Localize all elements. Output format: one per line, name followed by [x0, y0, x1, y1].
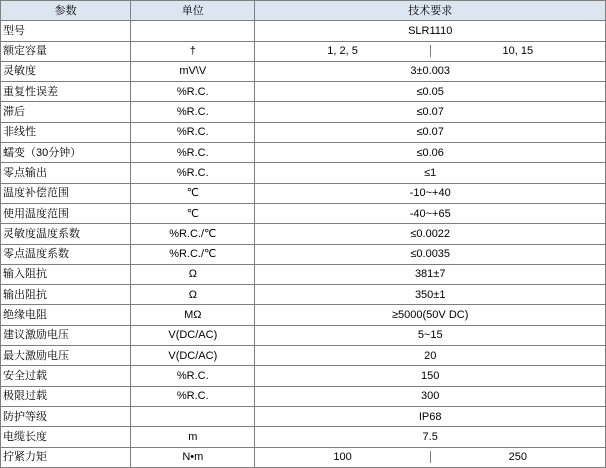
- cell-requirement-part: 100: [255, 451, 430, 463]
- cell-unit: MΩ: [131, 305, 255, 325]
- cell-requirement: 3±0.003: [255, 61, 606, 81]
- cell-parameter: 重复性误差: [1, 82, 131, 102]
- cell-requirement: 350±1: [255, 285, 606, 305]
- table-row: [1, 447, 606, 467]
- cell-requirement-part: 250: [508, 451, 528, 464]
- cell-unit: Ω: [131, 264, 255, 284]
- table-row: [1, 82, 606, 102]
- cell-requirement: ≤0.0035: [255, 244, 606, 264]
- cell-requirement: ≤0.06: [255, 143, 606, 163]
- column-header-parameter: 参数: [1, 1, 131, 21]
- cell-requirement: ≤0.07: [255, 122, 606, 142]
- cell-parameter: 滞后: [1, 102, 131, 122]
- cell-unit: m: [131, 427, 255, 447]
- cell-unit: [131, 21, 255, 41]
- table-row: [1, 203, 606, 223]
- cell-unit: ℃: [131, 183, 255, 203]
- column-header-requirement: 技术要求: [255, 1, 606, 21]
- cell-requirement-part: 10, 15: [502, 45, 534, 58]
- table-header-row: [1, 1, 606, 21]
- table-row: [1, 41, 606, 61]
- table-row: [1, 406, 606, 426]
- cell-parameter: 非线性: [1, 122, 131, 142]
- cell-unit: N•m: [131, 447, 255, 467]
- table-row: [1, 183, 606, 203]
- cell-unit: %R.C./℃: [131, 224, 255, 244]
- cell-unit: %R.C.: [131, 366, 255, 386]
- cell-requirement: 7.5: [255, 427, 606, 447]
- cell-parameter: 电缆长度: [1, 427, 131, 447]
- table-row: [1, 386, 606, 406]
- cell-unit: Ω: [131, 285, 255, 305]
- cell-unit: V(DC/AC): [131, 325, 255, 345]
- table-row: [1, 264, 606, 284]
- cell-parameter: 防护等级: [1, 406, 131, 426]
- cell-requirement: -10~+40: [255, 183, 606, 203]
- table-row: [1, 346, 606, 366]
- cell-requirement: SLR1110: [255, 21, 606, 41]
- cell-parameter: 极限过载: [1, 386, 131, 406]
- cell-requirement-part: 1, 2, 5: [255, 45, 430, 57]
- table-row: [1, 122, 606, 142]
- cell-unit: %R.C.: [131, 82, 255, 102]
- cell-unit: %R.C.: [131, 143, 255, 163]
- cell-parameter: 最大激励电压: [1, 346, 131, 366]
- cell-requirement-split: [255, 447, 606, 467]
- table-row: [1, 285, 606, 305]
- table-row: [1, 244, 606, 264]
- cell-parameter: 蠕变（30分钟）: [1, 143, 131, 163]
- table-row: [1, 427, 606, 447]
- cell-parameter: 安全过载: [1, 366, 131, 386]
- cell-parameter: 额定容量: [1, 41, 131, 61]
- cell-requirement: ≤1: [255, 163, 606, 183]
- cell-unit: V(DC/AC): [131, 346, 255, 366]
- table-body: [1, 21, 606, 468]
- table-row: [1, 143, 606, 163]
- cell-unit: ℃: [131, 203, 255, 223]
- cell-unit: %R.C.: [131, 122, 255, 142]
- cell-parameter: 建议激励电压: [1, 325, 131, 345]
- cell-unit: %R.C.: [131, 102, 255, 122]
- table-row: [1, 163, 606, 183]
- cell-parameter: 输出阻抗: [1, 285, 131, 305]
- cell-parameter: 拧紧力矩: [1, 447, 131, 467]
- table-row: [1, 224, 606, 244]
- cell-parameter: 绝缘电阻: [1, 305, 131, 325]
- cell-requirement: ≥5000(50V DC): [255, 305, 606, 325]
- cell-parameter: 输入阻抗: [1, 264, 131, 284]
- cell-requirement: 381±7: [255, 264, 606, 284]
- table-row: [1, 21, 606, 41]
- cell-unit: [131, 406, 255, 426]
- cell-parameter: 温度补偿范围: [1, 183, 131, 203]
- cell-requirement: ≤0.0022: [255, 224, 606, 244]
- table-row: [1, 366, 606, 386]
- cell-requirement: 150: [255, 366, 606, 386]
- cell-unit: mV\V: [131, 61, 255, 81]
- cell-requirement-split: [255, 41, 606, 61]
- cell-requirement: 300: [255, 386, 606, 406]
- table-header: [1, 1, 606, 21]
- cell-unit: %R.C.: [131, 386, 255, 406]
- cell-requirement: ≤0.07: [255, 102, 606, 122]
- cell-requirement: ≤0.05: [255, 82, 606, 102]
- table-row: [1, 325, 606, 345]
- column-header-unit: 单位: [131, 1, 255, 21]
- cell-requirement: IP68: [255, 406, 606, 426]
- cell-parameter: 零点温度系数: [1, 244, 131, 264]
- cell-parameter: 灵敏度温度系数: [1, 224, 131, 244]
- cell-parameter: 型号: [1, 21, 131, 41]
- cell-requirement: 5~15: [255, 325, 606, 345]
- table-row: [1, 61, 606, 81]
- cell-unit: %R.C./℃: [131, 244, 255, 264]
- cell-parameter: 零点输出: [1, 163, 131, 183]
- table-row: [1, 102, 606, 122]
- cell-requirement: 20: [255, 346, 606, 366]
- table-row: [1, 305, 606, 325]
- cell-unit: %R.C.: [131, 163, 255, 183]
- cell-parameter: 灵敏度: [1, 61, 131, 81]
- cell-requirement: -40~+65: [255, 203, 606, 223]
- cell-parameter: 使用温度范围: [1, 203, 131, 223]
- cell-unit: †: [131, 41, 255, 61]
